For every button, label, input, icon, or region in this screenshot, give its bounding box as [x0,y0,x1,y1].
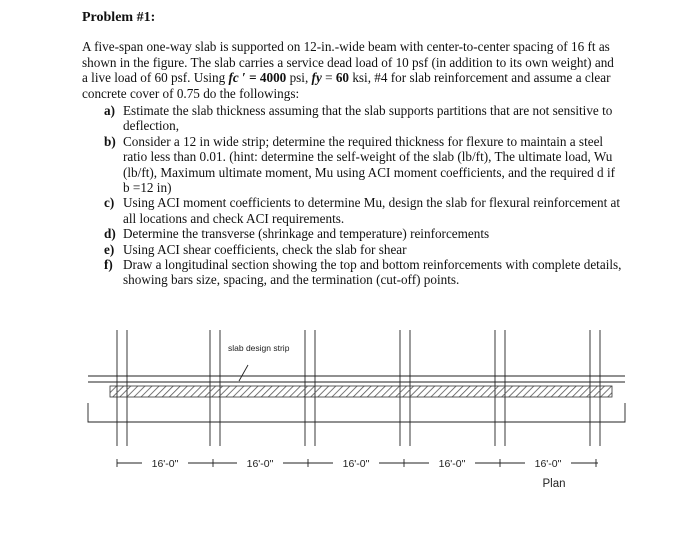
plan-caption: Plan [542,478,566,490]
task-label: f) [104,257,113,273]
strip-leader-line [239,365,248,381]
intro-text-2: psi, [286,70,312,86]
task-text: Draw a longitudinal section showing the top and bottom reinforcements with complete details, showing bars size, spacing, and the termination (cut-off) points. [123,257,622,288]
fy-value: 60 [335,70,350,86]
slab-design-strip [110,386,612,397]
fy-symbol: fy [311,70,322,86]
span-dimension: 16'-0" [151,458,179,470]
intro-text-3: ksi, #4 for slab reinforcement and assume a clear concrete cover of 0.75 do the followings: [82,70,611,101]
task-label: c) [104,195,115,211]
fc-symbol: fc [228,70,239,86]
task-text: Consider a 12 in wide strip; determine the required thickness for flexure to maintain a steel ratio less than 0.01. (hint: determine the self-weight of the slab (lb/ft), The ultimate load, Wu (lb/ft), Maximum ultimate moment, Mu using ACI moment coefficients, and the required d if b =12 in) [123,133,615,196]
intro-text-1: A five-span one-way slab is supported on 12-in.-wide beam with center-to-center spacing of 16 ft as shown in the figure. The slab carries a service dead load of 10 psf (in addition to its own weight) and a live load of 60 psf. Using [82,39,614,86]
span-dimension: 16'-0" [246,458,274,470]
span-dimension: 16'-0" [438,458,466,470]
span-dimension: 16'-0" [342,458,370,470]
problem-title: Problem #1: [82,10,156,25]
fc-value: 4000 [259,70,287,86]
span-dimension: 16'-0" [534,458,562,470]
task-text: Estimate the slab thickness assuming that the slab supports partitions that are not sensitive to deflection, [123,103,613,134]
strip-label: slab design strip [228,343,290,353]
task-text: Using ACI moment coefficients to determine Mu, design the slab for flexural reinforcement at all locations and check ACI requirements. [123,195,621,226]
task-label: d) [104,226,116,242]
slab-edges [88,376,625,422]
task-text: Using ACI shear coefficients, check the slab for shear [123,241,407,257]
task-label: a) [104,103,115,118]
problem-statement: A five-span one-way slab is supported on 12-in.-wide beam with center-to-center spacing of 16 ft as shown in the figure. The slab carries a service dead load of 10 psf (in addition to its own weight) and a live load of 60 psf. Using fc ′ = 4000 psi, fy = 60 ksi, #4 for slab reinforcement and assume a clear concrete cover of 0.75 do the followings: [82,39,614,101]
task-label: e) [104,241,115,257]
task-text: Determine the transverse (shrinkage and temperature) reinforcements [123,226,490,242]
task-label: b) [104,133,116,149]
